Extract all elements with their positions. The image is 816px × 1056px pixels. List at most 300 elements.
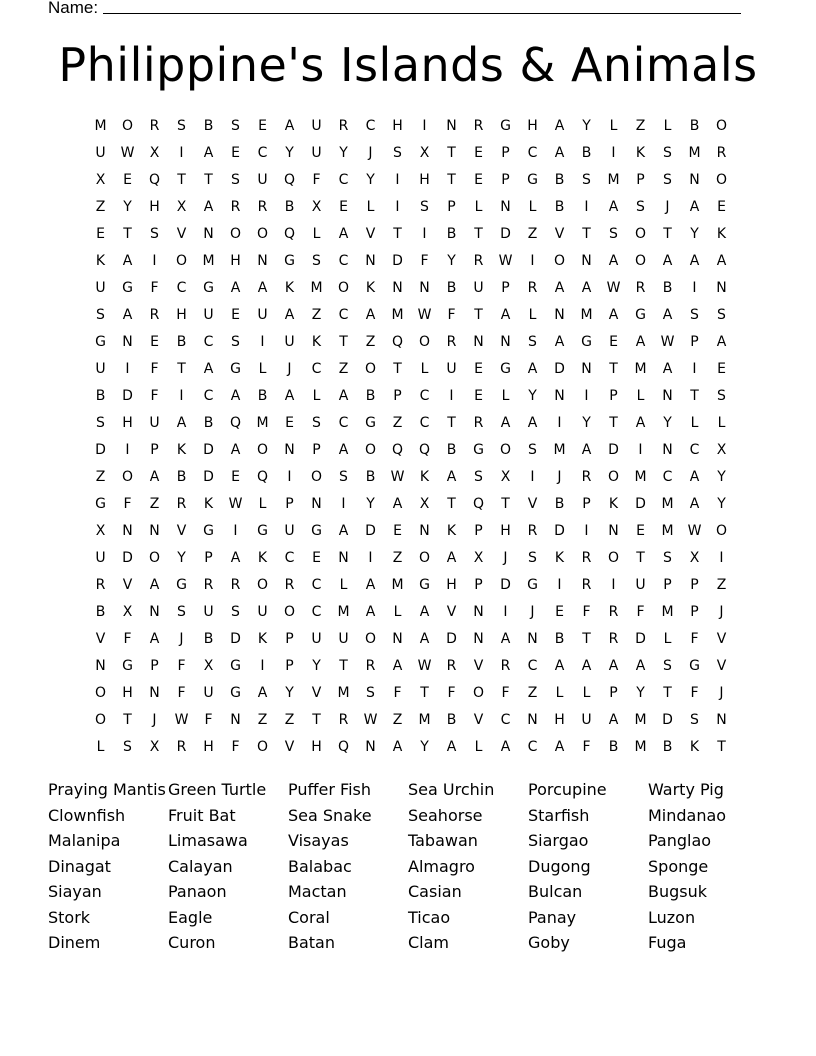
grid-letter[interactable]: V [473, 658, 484, 674]
grid-letter[interactable]: X [689, 550, 700, 566]
grid-letter[interactable]: I [125, 442, 130, 458]
grid-letter[interactable]: R [473, 118, 484, 134]
grid-letter[interactable]: K [365, 280, 376, 296]
grid-letter[interactable]: L [474, 199, 483, 215]
grid-letter[interactable]: G [473, 442, 484, 458]
grid-letter[interactable]: A [257, 280, 268, 296]
grid-letter[interactable]: U [257, 307, 268, 323]
grid-letter[interactable]: S [312, 253, 321, 269]
grid-letter[interactable]: O [256, 739, 269, 755]
grid-letter[interactable]: Y [717, 496, 726, 512]
grid-letter[interactable]: C [338, 172, 349, 188]
grid-letter[interactable]: C [284, 550, 295, 566]
grid-letter[interactable]: C [527, 739, 538, 755]
grid-letter[interactable]: I [557, 415, 562, 431]
grid-letter[interactable]: T [690, 388, 699, 404]
grid-letter[interactable]: A [203, 361, 214, 377]
grid-letter[interactable]: P [474, 577, 483, 593]
grid-letter[interactable]: U [473, 280, 484, 296]
grid-letter[interactable]: B [662, 739, 673, 755]
grid-letter[interactable]: T [177, 172, 186, 188]
grid-letter[interactable]: R [230, 199, 241, 215]
grid-letter[interactable]: A [581, 442, 592, 458]
grid-letter[interactable]: S [663, 172, 672, 188]
grid-letter[interactable]: F [447, 685, 456, 701]
grid-letter[interactable]: D [500, 577, 511, 593]
grid-letter[interactable]: N [662, 388, 673, 404]
grid-letter[interactable]: R [257, 199, 268, 215]
grid-letter[interactable]: U [581, 712, 592, 728]
grid-letter[interactable]: C [311, 361, 322, 377]
grid-letter[interactable]: T [447, 496, 456, 512]
grid-letter[interactable]: D [500, 226, 511, 242]
grid-letter[interactable]: G [95, 496, 106, 512]
grid-letter[interactable]: A [635, 415, 646, 431]
grid-letter[interactable]: U [95, 145, 106, 161]
grid-letter[interactable]: E [609, 334, 618, 350]
grid-letter[interactable]: A [716, 334, 727, 350]
grid-letter[interactable]: Y [366, 496, 375, 512]
grid-letter[interactable]: N [149, 523, 160, 539]
grid-letter[interactable]: Z [284, 712, 295, 728]
grid-letter[interactable]: Y [717, 469, 726, 485]
grid-letter[interactable]: M [391, 307, 404, 323]
grid-letter[interactable]: N [122, 523, 133, 539]
grid-letter[interactable]: M [418, 712, 431, 728]
grid-letter[interactable]: U [203, 685, 214, 701]
grid-letter[interactable]: A [581, 658, 592, 674]
grid-letter[interactable]: A [608, 307, 619, 323]
grid-letter[interactable]: T [447, 145, 456, 161]
grid-letter[interactable]: A [635, 334, 646, 350]
grid-letter[interactable]: Q [472, 496, 485, 512]
grid-letter[interactable]: F [123, 496, 132, 512]
grid-letter[interactable]: P [501, 145, 510, 161]
grid-letter[interactable]: T [663, 226, 672, 242]
grid-letter[interactable]: W [687, 523, 702, 539]
grid-letter[interactable]: A [203, 145, 214, 161]
grid-letter[interactable]: U [95, 280, 106, 296]
grid-letter[interactable]: A [581, 280, 592, 296]
grid-letter[interactable]: N [500, 334, 511, 350]
grid-letter[interactable]: N [257, 253, 268, 269]
grid-letter[interactable]: B [581, 145, 592, 161]
grid-letter[interactable]: D [365, 523, 376, 539]
grid-letter[interactable]: T [447, 172, 456, 188]
grid-letter[interactable]: R [203, 577, 214, 593]
grid-letter[interactable]: S [690, 307, 699, 323]
grid-letter[interactable]: V [716, 631, 727, 647]
grid-letter[interactable]: E [231, 307, 240, 323]
grid-letter[interactable]: X [419, 496, 430, 512]
grid-letter[interactable]: T [474, 307, 483, 323]
grid-letter[interactable]: W [606, 280, 621, 296]
grid-letter[interactable]: D [95, 442, 106, 458]
grid-letter[interactable]: J [665, 199, 670, 215]
grid-letter[interactable]: L [366, 199, 375, 215]
grid-letter[interactable]: S [690, 712, 699, 728]
grid-letter[interactable]: H [311, 739, 322, 755]
grid-letter[interactable]: A [662, 253, 673, 269]
grid-letter[interactable]: S [636, 199, 645, 215]
grid-letter[interactable]: P [501, 172, 510, 188]
grid-letter[interactable]: E [636, 523, 645, 539]
grid-letter[interactable]: P [285, 496, 294, 512]
grid-letter[interactable]: B [446, 442, 457, 458]
grid-letter[interactable]: B [257, 388, 268, 404]
grid-letter[interactable]: I [503, 604, 508, 620]
grid-letter[interactable]: N [149, 604, 160, 620]
grid-letter[interactable]: H [500, 523, 511, 539]
grid-letter[interactable]: F [690, 685, 699, 701]
grid-letter[interactable]: O [310, 469, 323, 485]
grid-letter[interactable]: T [393, 226, 402, 242]
grid-letter[interactable]: U [446, 361, 457, 377]
grid-letter[interactable]: N [473, 604, 484, 620]
grid-letter[interactable]: L [501, 388, 510, 404]
grid-letter[interactable]: E [258, 118, 267, 134]
grid-letter[interactable]: G [365, 415, 376, 431]
grid-letter[interactable]: Z [95, 469, 106, 485]
grid-letter[interactable]: F [177, 658, 186, 674]
grid-letter[interactable]: P [609, 388, 618, 404]
grid-letter[interactable]: A [392, 739, 403, 755]
grid-letter[interactable]: A [419, 604, 430, 620]
grid-letter[interactable]: O [607, 469, 620, 485]
grid-letter[interactable]: N [581, 253, 592, 269]
grid-letter[interactable]: E [123, 172, 132, 188]
grid-letter[interactable]: O [499, 442, 512, 458]
grid-letter[interactable]: G [419, 577, 430, 593]
grid-letter[interactable]: E [393, 523, 402, 539]
grid-letter[interactable]: G [635, 307, 646, 323]
grid-letter[interactable]: G [176, 577, 187, 593]
grid-letter[interactable]: V [554, 226, 565, 242]
grid-letter[interactable]: A [149, 577, 160, 593]
grid-letter[interactable]: I [260, 334, 265, 350]
grid-letter[interactable]: B [95, 604, 106, 620]
grid-letter[interactable]: B [446, 226, 457, 242]
grid-letter[interactable]: R [284, 577, 295, 593]
grid-letter[interactable]: Q [229, 415, 242, 431]
grid-letter[interactable]: Y [339, 145, 348, 161]
grid-letter[interactable]: E [231, 469, 240, 485]
grid-letter[interactable]: R [446, 334, 457, 350]
grid-letter[interactable]: M [337, 604, 350, 620]
grid-letter[interactable]: X [122, 604, 133, 620]
grid-letter[interactable]: F [150, 280, 159, 296]
grid-letter[interactable]: K [176, 442, 187, 458]
grid-letter[interactable]: Y [177, 550, 186, 566]
grid-letter[interactable]: R [581, 550, 592, 566]
grid-letter[interactable]: L [663, 631, 672, 647]
grid-letter[interactable]: H [392, 118, 403, 134]
grid-letter[interactable]: O [256, 442, 269, 458]
grid-letter[interactable]: B [554, 496, 565, 512]
grid-letter[interactable]: K [95, 253, 106, 269]
grid-letter[interactable]: I [179, 145, 184, 161]
grid-letter[interactable]: Z [149, 496, 160, 512]
grid-letter[interactable]: A [500, 739, 511, 755]
grid-letter[interactable]: I [341, 496, 346, 512]
grid-letter[interactable]: K [257, 550, 268, 566]
grid-letter[interactable]: P [663, 577, 672, 593]
grid-letter[interactable]: C [203, 388, 214, 404]
grid-letter[interactable]: E [474, 388, 483, 404]
grid-letter[interactable]: N [419, 523, 430, 539]
grid-letter[interactable]: W [174, 712, 189, 728]
grid-letter[interactable]: I [152, 253, 157, 269]
grid-letter[interactable]: O [418, 550, 431, 566]
grid-letter[interactable]: M [256, 415, 269, 431]
grid-letter[interactable]: A [689, 469, 700, 485]
grid-letter[interactable]: Z [392, 550, 403, 566]
grid-letter[interactable]: W [417, 307, 432, 323]
grid-letter[interactable]: I [557, 577, 562, 593]
grid-letter[interactable]: U [311, 631, 322, 647]
grid-letter[interactable]: B [365, 388, 376, 404]
grid-letter[interactable]: I [638, 442, 643, 458]
grid-letter[interactable]: O [634, 226, 647, 242]
grid-letter[interactable]: O [364, 442, 377, 458]
grid-letter[interactable]: U [311, 118, 322, 134]
grid-letter[interactable]: A [608, 253, 619, 269]
grid-letter[interactable]: D [662, 712, 673, 728]
grid-letter[interactable]: M [634, 361, 647, 377]
grid-letter[interactable]: O [715, 172, 728, 188]
grid-letter[interactable]: S [528, 334, 537, 350]
grid-letter[interactable]: R [527, 280, 538, 296]
grid-letter[interactable]: G [689, 658, 700, 674]
grid-letter[interactable]: A [689, 199, 700, 215]
grid-letter[interactable]: H [554, 712, 565, 728]
grid-letter[interactable]: K [446, 523, 457, 539]
grid-letter[interactable]: I [719, 550, 724, 566]
grid-letter[interactable]: T [474, 226, 483, 242]
grid-letter[interactable]: C [419, 415, 430, 431]
grid-letter[interactable]: H [446, 577, 457, 593]
grid-letter[interactable]: B [554, 199, 565, 215]
grid-letter[interactable]: G [284, 253, 295, 269]
grid-letter[interactable]: I [584, 523, 589, 539]
grid-letter[interactable]: F [150, 388, 159, 404]
grid-letter[interactable]: N [311, 496, 322, 512]
grid-letter[interactable]: C [311, 604, 322, 620]
grid-letter[interactable]: S [231, 172, 240, 188]
grid-letter[interactable]: Y [420, 739, 429, 755]
grid-letter[interactable]: I [584, 388, 589, 404]
grid-letter[interactable]: Z [338, 361, 349, 377]
grid-letter[interactable]: A [338, 523, 349, 539]
grid-letter[interactable]: S [609, 226, 618, 242]
grid-letter[interactable]: N [230, 712, 241, 728]
grid-letter[interactable]: N [338, 550, 349, 566]
grid-letter[interactable]: U [203, 604, 214, 620]
grid-letter[interactable]: I [611, 577, 616, 593]
grid-letter[interactable]: G [527, 172, 538, 188]
grid-letter[interactable]: C [662, 469, 673, 485]
grid-letter[interactable]: C [338, 415, 349, 431]
grid-letter[interactable]: A [608, 199, 619, 215]
grid-letter[interactable]: V [473, 712, 484, 728]
grid-letter[interactable]: S [393, 145, 402, 161]
grid-letter[interactable]: U [203, 307, 214, 323]
grid-letter[interactable]: A [149, 469, 160, 485]
grid-letter[interactable]: B [176, 334, 187, 350]
grid-letter[interactable]: V [284, 739, 295, 755]
grid-letter[interactable]: V [122, 577, 133, 593]
grid-letter[interactable]: A [500, 631, 511, 647]
grid-letter[interactable]: F [690, 631, 699, 647]
grid-letter[interactable]: W [120, 145, 135, 161]
grid-letter[interactable]: M [688, 145, 701, 161]
grid-letter[interactable]: X [716, 442, 727, 458]
grid-letter[interactable]: P [447, 199, 456, 215]
grid-letter[interactable]: O [418, 334, 431, 350]
grid-letter[interactable]: A [338, 442, 349, 458]
grid-letter[interactable]: Z [392, 712, 403, 728]
grid-letter[interactable]: R [446, 658, 457, 674]
grid-letter[interactable]: R [149, 118, 160, 134]
grid-letter[interactable]: D [392, 253, 403, 269]
grid-letter[interactable]: S [528, 550, 537, 566]
grid-letter[interactable]: P [312, 442, 321, 458]
grid-letter[interactable]: U [284, 523, 295, 539]
grid-letter[interactable]: R [338, 712, 349, 728]
grid-letter[interactable]: G [257, 523, 268, 539]
grid-letter[interactable]: C [338, 253, 349, 269]
grid-letter[interactable]: U [95, 361, 106, 377]
grid-letter[interactable]: X [149, 739, 160, 755]
grid-letter[interactable]: A [635, 658, 646, 674]
grid-letter[interactable]: N [608, 523, 619, 539]
grid-letter[interactable]: R [473, 415, 484, 431]
grid-letter[interactable]: V [446, 604, 457, 620]
grid-letter[interactable]: M [580, 307, 593, 323]
grid-letter[interactable]: D [122, 388, 133, 404]
grid-letter[interactable]: A [230, 280, 241, 296]
grid-letter[interactable]: A [500, 415, 511, 431]
grid-letter[interactable]: T [609, 361, 618, 377]
grid-letter[interactable]: A [257, 685, 268, 701]
grid-letter[interactable]: K [257, 631, 268, 647]
grid-letter[interactable]: T [582, 226, 591, 242]
grid-letter[interactable]: I [692, 280, 697, 296]
grid-letter[interactable]: P [150, 442, 159, 458]
grid-letter[interactable]: X [176, 199, 187, 215]
grid-letter[interactable]: J [368, 145, 373, 161]
grid-letter[interactable]: A [554, 118, 565, 134]
grid-letter[interactable]: I [611, 145, 616, 161]
grid-letter[interactable]: Z [527, 685, 538, 701]
grid-letter[interactable]: S [366, 685, 375, 701]
grid-letter[interactable]: D [122, 550, 133, 566]
grid-letter[interactable]: A [284, 118, 295, 134]
grid-letter[interactable]: O [121, 469, 134, 485]
grid-letter[interactable]: A [554, 334, 565, 350]
grid-letter[interactable]: B [203, 415, 214, 431]
name-field[interactable] [48, 0, 748, 18]
grid-letter[interactable]: A [500, 307, 511, 323]
grid-letter[interactable]: A [149, 631, 160, 647]
grid-letter[interactable]: C [311, 577, 322, 593]
grid-letter[interactable]: N [392, 631, 403, 647]
grid-letter[interactable]: L [555, 685, 564, 701]
grid-letter[interactable]: K [608, 496, 619, 512]
grid-letter[interactable]: G [500, 361, 511, 377]
grid-letter[interactable]: K [554, 550, 565, 566]
grid-letter[interactable]: A [662, 361, 673, 377]
grid-letter[interactable]: L [339, 577, 348, 593]
grid-letter[interactable]: S [663, 550, 672, 566]
grid-letter[interactable]: I [125, 361, 130, 377]
grid-letter[interactable]: V [176, 226, 187, 242]
grid-letter[interactable]: W [228, 496, 243, 512]
word-search-grid[interactable] [87, 113, 735, 761]
grid-letter[interactable]: A [365, 577, 376, 593]
grid-letter[interactable]: Y [312, 658, 321, 674]
grid-letter[interactable]: Y [528, 388, 537, 404]
grid-letter[interactable]: A [662, 307, 673, 323]
grid-letter[interactable]: D [203, 469, 214, 485]
grid-letter[interactable]: A [608, 658, 619, 674]
grid-letter[interactable]: X [95, 523, 106, 539]
grid-letter[interactable]: T [420, 685, 429, 701]
grid-letter[interactable]: F [204, 712, 213, 728]
grid-letter[interactable]: T [177, 361, 186, 377]
grid-letter[interactable]: A [527, 415, 538, 431]
grid-letter[interactable]: Z [392, 415, 403, 431]
grid-letter[interactable]: F [447, 307, 456, 323]
grid-letter[interactable]: A [608, 712, 619, 728]
grid-letter[interactable]: L [474, 739, 483, 755]
grid-letter[interactable]: N [284, 442, 295, 458]
grid-letter[interactable]: U [635, 577, 646, 593]
grid-letter[interactable]: N [500, 199, 511, 215]
grid-letter[interactable]: M [94, 118, 107, 134]
grid-letter[interactable]: S [231, 118, 240, 134]
grid-letter[interactable]: W [390, 469, 405, 485]
grid-letter[interactable]: Q [418, 442, 431, 458]
grid-letter[interactable]: H [122, 415, 133, 431]
grid-letter[interactable]: B [554, 631, 565, 647]
grid-letter[interactable]: C [527, 145, 538, 161]
grid-letter[interactable]: W [363, 712, 378, 728]
grid-letter[interactable]: T [636, 550, 645, 566]
grid-letter[interactable]: T [609, 415, 618, 431]
grid-letter[interactable]: V [176, 523, 187, 539]
grid-letter[interactable]: R [149, 307, 160, 323]
grid-letter[interactable]: T [204, 172, 213, 188]
grid-letter[interactable]: O [256, 577, 269, 593]
grid-letter[interactable]: R [581, 577, 592, 593]
grid-letter[interactable]: O [175, 253, 188, 269]
grid-letter[interactable]: L [528, 199, 537, 215]
grid-letter[interactable]: D [230, 631, 241, 647]
grid-letter[interactable]: K [689, 739, 700, 755]
grid-letter[interactable]: U [284, 334, 295, 350]
grid-letter[interactable]: E [717, 361, 726, 377]
grid-letter[interactable]: T [123, 712, 132, 728]
grid-letter[interactable]: N [473, 334, 484, 350]
grid-letter[interactable]: I [395, 172, 400, 188]
grid-letter[interactable]: L [609, 118, 618, 134]
grid-letter[interactable]: M [634, 712, 647, 728]
grid-letter[interactable]: O [256, 226, 269, 242]
grid-letter[interactable]: O [94, 712, 107, 728]
grid-letter[interactable]: Y [582, 118, 591, 134]
grid-letter[interactable]: U [338, 631, 349, 647]
